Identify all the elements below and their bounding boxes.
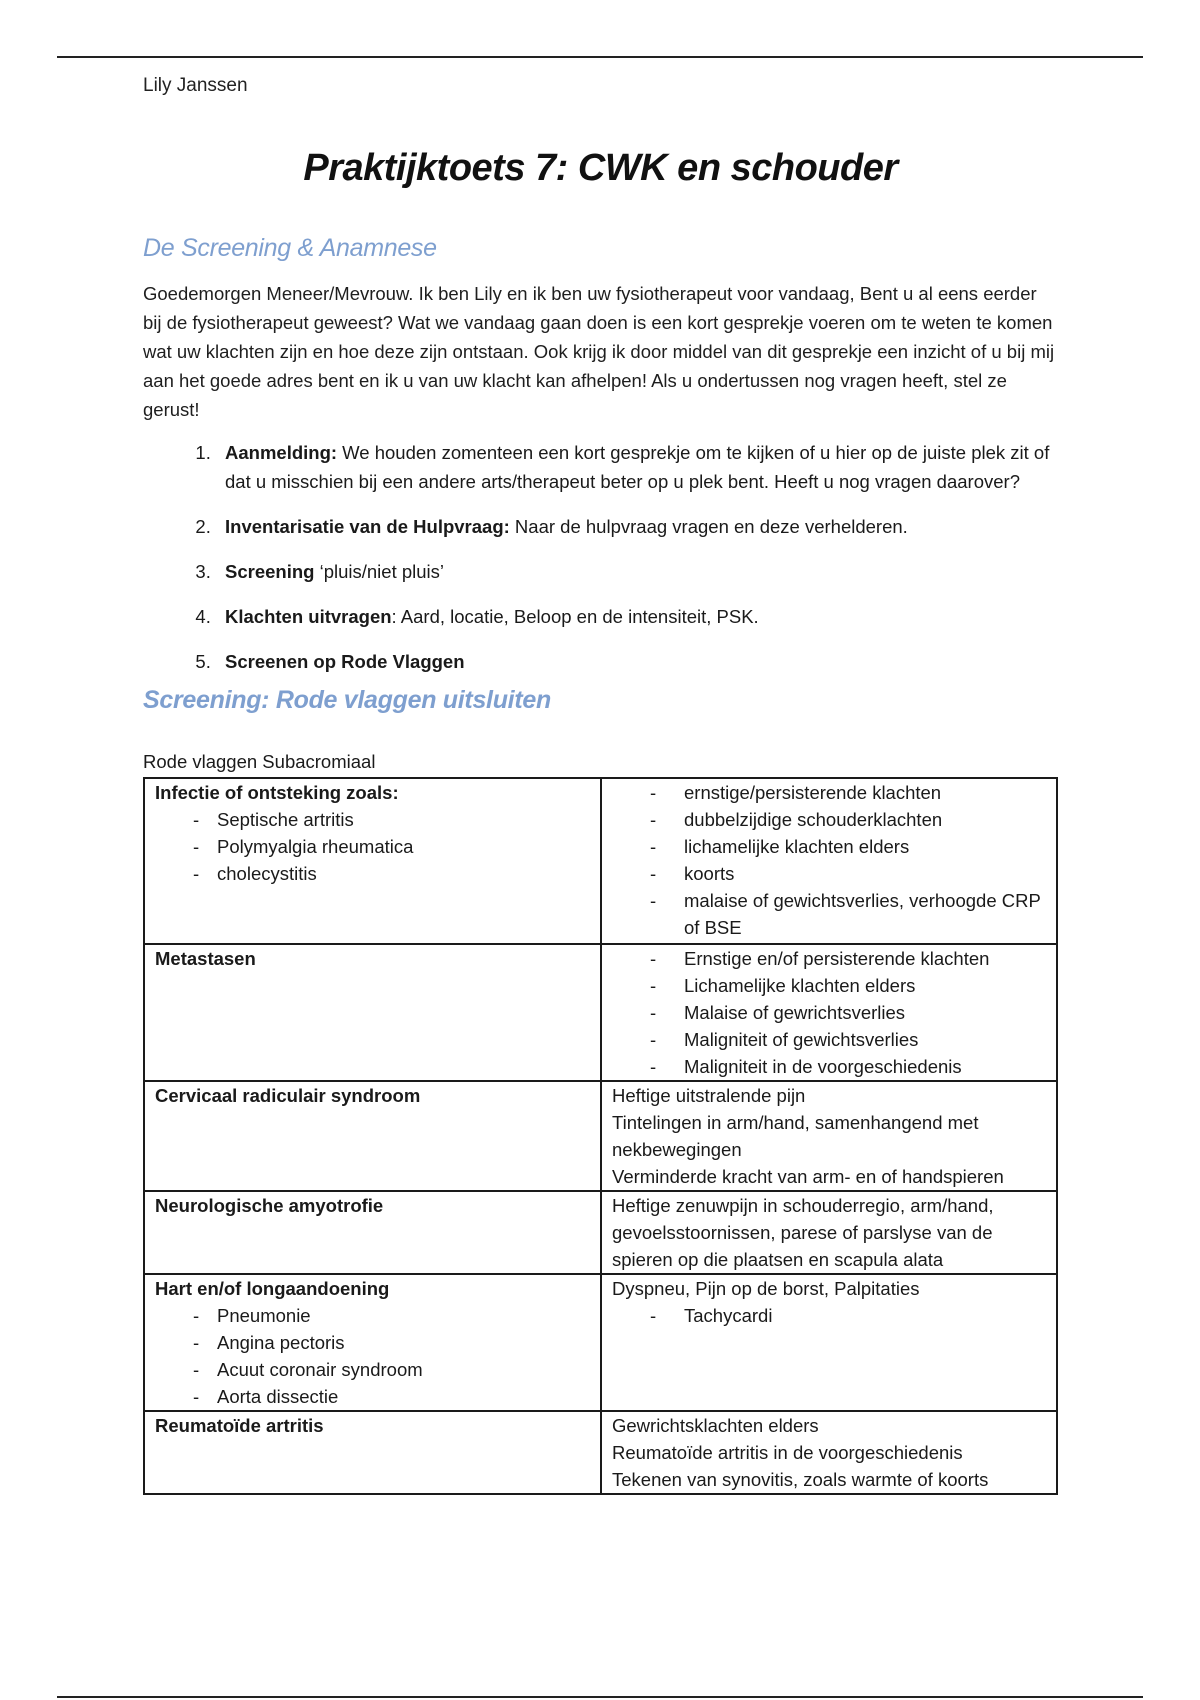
list-item: - Acuut coronair syndroom — [155, 1356, 590, 1383]
page-title: Praktijktoets 7: CWK en schouder — [303, 147, 898, 189]
list-item: - Malaise of gewrichtsverlies — [612, 999, 1046, 1026]
anamnese-steps — [143, 438, 1058, 676]
list-item: 1. Aanmelding: We houden zomenteen een kort gesprekje om te kijken of u hier op de juiste plek zit of dat u misschien bij een andere arts/therapeut beter op u plek bent. Heeft u nog vragen daarover? — [216, 438, 1058, 496]
condition-cell: Hart en/of longaandoening - Pneumonie - Angina pectoris - Acuut coronair syndroom - Aorta dissectie — [144, 1274, 601, 1411]
document-page — [143, 70, 1058, 1495]
header-rule — [57, 56, 1143, 58]
condition-cell: Infectie of ontsteking zoals: - Septische artritis - Polymyalgia rheumatica - cholecystitis — [144, 778, 601, 944]
list-item: 2. Inventarisatie van de Hulpvraag: Naar de hulpvraag vragen en deze verhelderen. — [216, 512, 1058, 541]
table-row — [144, 1411, 1057, 1494]
signs-cell: Dyspneu, Pijn op de borst, Palpitaties - Tachycardi — [601, 1274, 1057, 1411]
list-item: - Maligniteit of gewichtsverlies — [612, 1026, 1046, 1053]
list-item: - Aorta dissectie — [155, 1383, 590, 1410]
footer-rule — [57, 1696, 1143, 1698]
list-item: 3. Screening ‘pluis/niet pluis’ — [216, 557, 1058, 586]
signs-cell: Heftige zenuwpijn in schouderregio, arm/hand, gevoelsstoornissen, parese of parslyse van de spieren op die plaatsen en scapula alata — [601, 1191, 1057, 1274]
condition-cell: Cervicaal radiculair syndroom — [144, 1081, 601, 1191]
list-item: - Septische artritis — [155, 806, 590, 833]
list-item: 5. Screenen op Rode Vlaggen — [216, 647, 1058, 676]
signs-cell — [601, 944, 1057, 1081]
list-item: - cholecystitis — [155, 860, 590, 887]
table-row — [144, 778, 1057, 944]
table-row — [144, 1274, 1057, 1411]
section-heading-screening: De Screening & Anamnese — [143, 234, 437, 262]
condition-cell: Metastasen — [144, 944, 601, 1081]
list-item: - Polymyalgia rheumatica — [155, 833, 590, 860]
list-item: - Lichamelijke klachten elders — [612, 972, 1046, 999]
list-item: 4. Klachten uitvragen: Aard, locatie, Beloop en de intensiteit, PSK. — [216, 602, 1058, 631]
signs-cell: Heftige uitstralende pijn Tintelingen in arm/hand, samenhangend met nekbewegingen Verminderde kracht van arm- en of handspieren — [601, 1081, 1057, 1191]
list-item: - Angina pectoris — [155, 1329, 590, 1356]
list-item: - Ernstige en/of persisterende klachten — [612, 945, 1046, 972]
author-name: Lily Janssen — [143, 75, 248, 96]
table-caption: Rode vlaggen Subacromiaal — [143, 751, 376, 772]
red-flags-table — [143, 777, 1058, 1495]
list-item: - Maligniteit in de voorgeschiedenis — [612, 1053, 1046, 1080]
section-heading-rode-vlaggen: Screening: Rode vlaggen uitsluiten — [143, 686, 551, 714]
table-row — [144, 1191, 1057, 1274]
list-item: - Tachycardi — [612, 1302, 1046, 1329]
list-item: - lichamelijke klachten elders — [612, 833, 1046, 860]
condition-cell: Neurologische amyotrofie — [144, 1191, 601, 1274]
condition-cell: Reumatoïde artritis — [144, 1411, 601, 1494]
list-item: - Pneumonie — [155, 1302, 590, 1329]
list-item: - koorts — [612, 860, 1046, 887]
table-row — [144, 944, 1057, 1081]
list-item: - malaise of gewichtsverlies, verhoogde CRP of BSE — [612, 887, 1046, 941]
signs-cell: Gewrichtsklachten elders Reumatoïde artritis in de voorgeschiedenis Tekenen van synovitis, zoals warmte of koorts — [601, 1411, 1057, 1494]
list-item: - dubbelzijdige schouderklachten — [612, 806, 1046, 833]
list-item: - ernstige/persisterende klachten — [612, 779, 1046, 806]
table-row — [144, 1081, 1057, 1191]
signs-cell — [601, 778, 1057, 944]
intro-paragraph: Goedemorgen Meneer/Mevrouw. Ik ben Lily en ik ben uw fysiotherapeut voor vandaag, Bent u al eens eerder bij de fysiotherapeut geweest? Wat we vandaag gaan doen is een kort gesprekje voeren om te weten te komen wat uw klachten zijn en hoe deze zijn ontstaan. Ook krijg ik door middel van dit gesprekje een inzicht of u bij mij aan het goede adres bent en ik u van uw klacht kan afhelpen! Als u ondertussen nog vragen heeft, stel ze gerust! — [143, 283, 1055, 420]
